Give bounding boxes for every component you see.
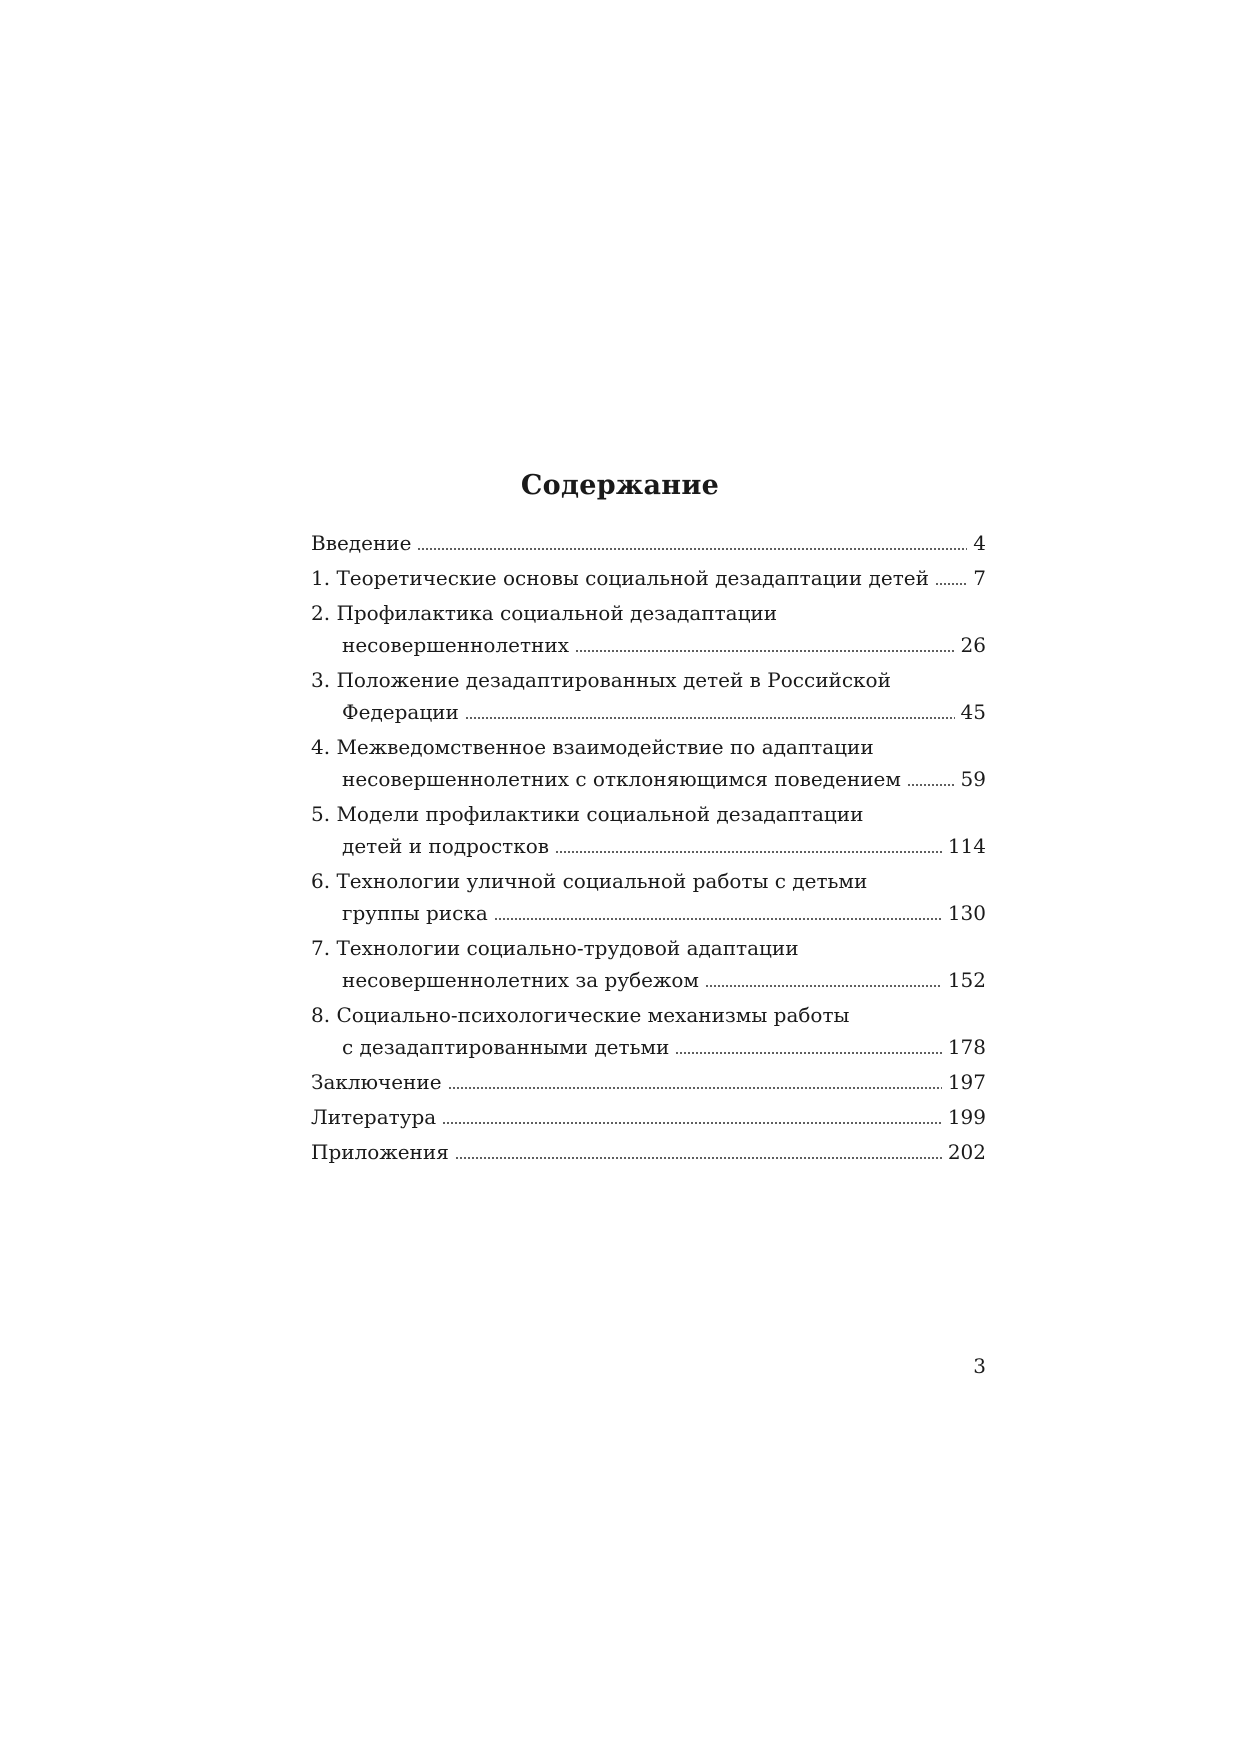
toc-entry-title-line: 3. Положение дезадаптированных детей в Российской bbox=[311, 668, 891, 692]
toc-entry-page: 114 bbox=[947, 834, 986, 858]
toc-entry bbox=[311, 1136, 986, 1168]
toc-entry-page: 7 bbox=[973, 566, 986, 590]
dot-leader bbox=[705, 983, 942, 988]
toc-entry-page: 26 bbox=[960, 633, 986, 657]
page-number: 3 bbox=[973, 1354, 986, 1378]
dot-leader bbox=[442, 1120, 942, 1125]
toc-entry-title-line: 5. Модели профилактики социальной дезадаптации bbox=[311, 802, 864, 826]
toc-entry-title-line: 8. Социально-психологические механизмы работы bbox=[311, 1003, 850, 1027]
toc-entry-title-line: с дезадаптированными детьми bbox=[342, 1035, 670, 1059]
toc-entry-title-line: 2. Профилактика социальной дезадаптации bbox=[311, 601, 778, 625]
toc-entry bbox=[311, 597, 986, 661]
toc-entry bbox=[311, 562, 986, 594]
toc-entry-title-line: несовершеннолетних за рубежом bbox=[342, 968, 699, 992]
toc-entry bbox=[311, 865, 986, 929]
dot-leader bbox=[555, 849, 942, 854]
toc-entry-title-line: несовершеннолетних с отклоняющимся поведением bbox=[342, 767, 901, 791]
dot-leader bbox=[935, 581, 967, 586]
toc-entry bbox=[311, 1066, 986, 1098]
toc-entry bbox=[311, 731, 986, 795]
toc-entry-page: 152 bbox=[947, 968, 986, 992]
toc-entry-page: 199 bbox=[947, 1105, 986, 1129]
toc-entry bbox=[311, 798, 986, 862]
toc-entry-page: 45 bbox=[960, 700, 986, 724]
toc-entry bbox=[311, 527, 986, 559]
toc-entry-page: 4 bbox=[973, 531, 986, 555]
toc-entry bbox=[311, 999, 986, 1063]
toc-entry-title-line: Введение bbox=[311, 531, 412, 555]
toc-entry-title-line: детей и подростков bbox=[342, 834, 550, 858]
toc-entry-page: 130 bbox=[947, 901, 986, 925]
toc-entry-page: 178 bbox=[947, 1035, 986, 1059]
toc-entry-title-line: несовершеннолетних bbox=[342, 633, 569, 657]
dot-leader bbox=[907, 782, 955, 787]
dot-leader bbox=[448, 1085, 942, 1090]
toc-entry-title-line: Федерации bbox=[342, 700, 459, 724]
toc-entry-page: 197 bbox=[947, 1070, 986, 1094]
dot-leader bbox=[575, 648, 955, 653]
page-title: Содержание bbox=[520, 470, 720, 501]
toc-entry-page: 202 bbox=[947, 1140, 986, 1164]
dot-leader bbox=[455, 1155, 942, 1160]
toc-entry bbox=[311, 664, 986, 728]
dot-leader bbox=[675, 1050, 941, 1055]
toc-entry-title-line: Литература bbox=[311, 1105, 437, 1129]
toc-entry-title-line: Приложения bbox=[311, 1140, 449, 1164]
toc-entry bbox=[311, 932, 986, 996]
toc-entry-title-line: 4. Межведомственное взаимодействие по адаптации bbox=[311, 735, 874, 759]
toc-entry-title-line: Заключение bbox=[311, 1070, 442, 1094]
toc-entry bbox=[311, 1101, 986, 1133]
toc-entry-title-line: 1. Теоретические основы социальной дезадаптации детей bbox=[311, 566, 929, 590]
dot-leader bbox=[417, 546, 967, 551]
dot-leader bbox=[494, 916, 942, 921]
toc-entry-title-line: группы риска bbox=[342, 901, 488, 925]
dot-leader bbox=[465, 715, 955, 720]
table-of-contents bbox=[311, 527, 986, 1171]
toc-entry-page: 59 bbox=[960, 767, 986, 791]
toc-entry-title-line: 6. Технологии уличной социальной работы с детьми bbox=[311, 869, 868, 893]
toc-entry-title-line: 7. Технологии социально-трудовой адаптации bbox=[311, 936, 799, 960]
